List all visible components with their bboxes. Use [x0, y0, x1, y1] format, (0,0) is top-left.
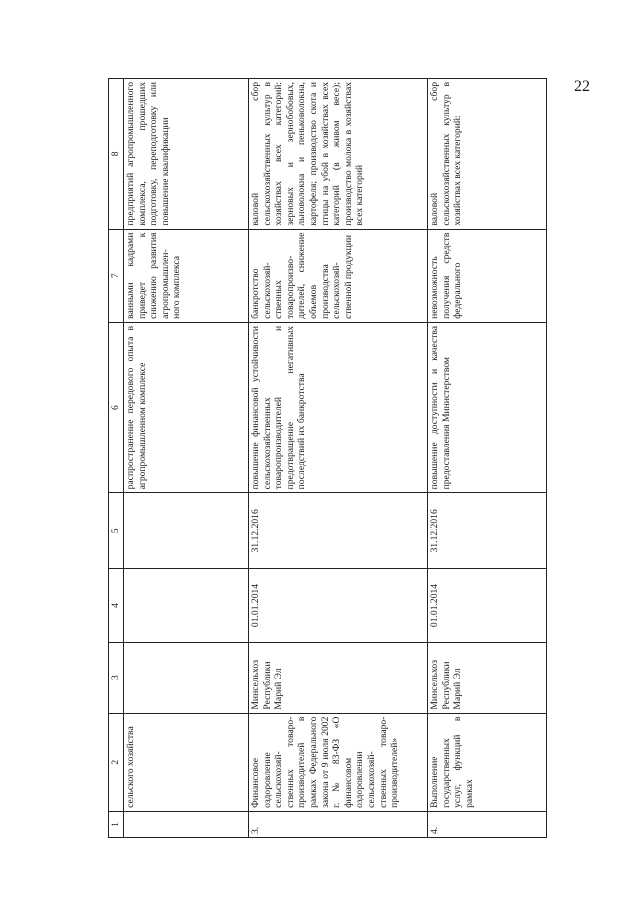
header-col-6: 6 [109, 322, 124, 492]
measure-name: Выполнение государственных услуг, функций в рамках [428, 713, 547, 811]
header-row [109, 79, 124, 838]
expected-result: распространение передового опыта в агропромышленном комплексе [124, 322, 249, 492]
executor: Минсельхоз Республики Марий Эл [428, 642, 547, 713]
end-date [124, 493, 249, 569]
related-indicators: валовой сбор сельскохозяйственных культур в хозяйствах всех категорий: [428, 79, 547, 230]
header-col-5: 5 [109, 493, 124, 569]
start-date: 01.01.2014 [249, 569, 428, 642]
expected-result: повышение финансовой устойчивости сельскохозяйственных товаропроизводителей и предотвращение негативных последствий их банкротства [249, 322, 428, 492]
executor: Минсельхоз Республики Марий Эл [249, 642, 428, 713]
non-implementation-consequences: банкротство сельскохозяй-ственных товаропроизво-дителей, снижение объемов производства сельскохозяй-ственной продукции [249, 229, 428, 322]
row-number: 4. [428, 811, 547, 837]
expected-result: повышение доступности и качества предоставления Министерством [428, 322, 547, 492]
start-date: 01.01.2014 [428, 569, 547, 642]
row-number [124, 811, 249, 837]
row-number: 3. [249, 811, 428, 837]
executor [124, 642, 249, 713]
related-indicators: валовой сбор сельскохозяйственных культур в хозяйствах всех категорий: зерновых и зернобобовых, льноволокна и пеньковолокна, картофеля; производство скота и птицы на убой в хозяйствах всех категорий (в живом весе); производство молока в хозяйствах всех категорий [249, 79, 428, 230]
header-col-2: 2 [109, 713, 124, 811]
table-row [249, 79, 428, 838]
measures-table [108, 78, 547, 838]
start-date [124, 569, 249, 642]
header-col-4: 4 [109, 569, 124, 642]
header-col-8: 8 [109, 79, 124, 230]
header-col-3: 3 [109, 642, 124, 713]
table-row [124, 79, 249, 838]
end-date: 31.12.2016 [428, 493, 547, 569]
header-col-1: 1 [109, 811, 124, 837]
measure-name: сельского хозяйства [124, 713, 249, 811]
measure-name: Финансовое оздоровление сельскохозяй-ственных товаро-производителей в рамках Федерального закона от 9 июля 2002 г. № 83-ФЗ «О финансовом оздоровлении сельскохозяй-ственных товаро-производителей» [249, 713, 428, 811]
end-date: 31.12.2016 [249, 493, 428, 569]
related-indicators: предприятий агропромышленного комплекса, прошедших подготовку, переподготовку или повышение квалификации [124, 79, 249, 230]
non-implementation-consequences: ванными кадрами приведет к снижению развития агропромышлен-ного комплекса [124, 229, 249, 322]
header-col-7: 7 [109, 229, 124, 322]
page-number: 22 [574, 78, 590, 95]
rotated-table-wrapper [108, 38, 548, 838]
non-implementation-consequences: невозможность получения средств федерального [428, 229, 547, 322]
table-row [428, 79, 547, 838]
